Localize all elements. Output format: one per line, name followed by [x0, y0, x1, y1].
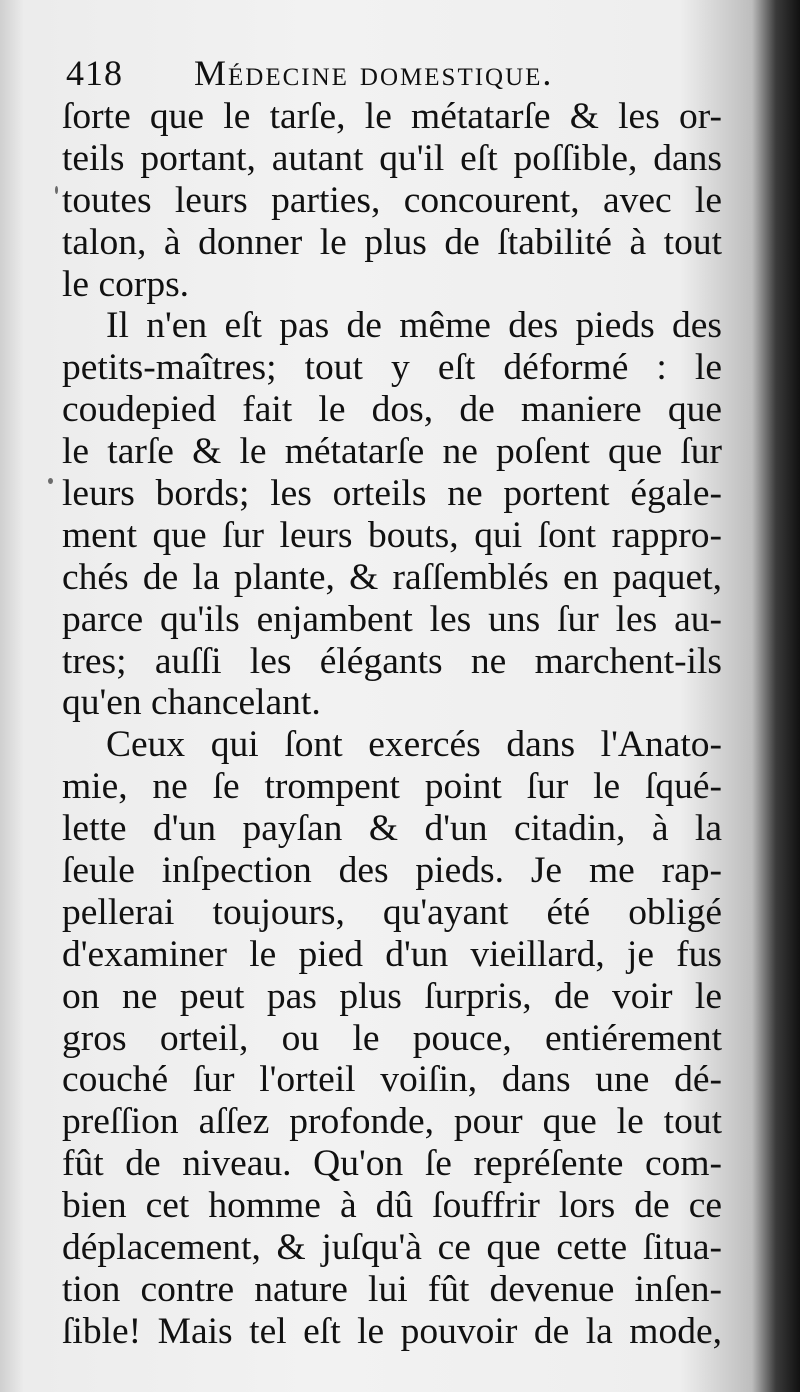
text-line: teils portant, autant qu'il eſt poſſible, dans: [62, 137, 722, 179]
paragraph: [62, 305, 722, 724]
page-header: [66, 44, 726, 100]
running-title: Médecine domestique.: [194, 53, 554, 93]
text-line: bien cet homme à dû ſouffrir lors de ce: [62, 1185, 722, 1227]
text-line: d'examiner le pied d'un vieillard, je fus: [62, 933, 722, 975]
text-line: Il n'en eſt pas de même des pieds des: [106, 305, 722, 347]
text-line: le tarſe & le métatarſe ne poſent que ſur: [62, 431, 722, 473]
text-line: on ne peut pas plus ſurpris, de voir le: [62, 975, 722, 1017]
text-line: toutes leurs parties, concourent, avec le: [62, 179, 722, 221]
text-line: tres; auſſi les élégants ne marchent-ils: [62, 640, 722, 682]
paragraph: [62, 96, 722, 305]
text-line: ſible! Mais tel eſt le pouvoir de la mode,: [62, 1310, 722, 1352]
text-line: le corps.: [62, 263, 190, 305]
text-line: talon, à donner le plus de ſtabilité à tout: [62, 221, 722, 263]
text-line: fût de niveau. Qu'on ſe repréſente com-: [62, 1143, 722, 1185]
text-line: pellerai toujours, qu'ayant été obligé: [62, 891, 722, 933]
text-line: ſorte que le tarſe, le métatarſe & les or-: [62, 96, 722, 137]
text-line: ment que ſur leurs bouts, qui ſont rappro-: [62, 514, 722, 556]
text-line: gros orteil, ou le pouce, entiérement: [62, 1017, 722, 1059]
text-line: couché ſur l'orteil voiſin, dans une dé-: [62, 1059, 722, 1101]
text-line: preſſion aſſez profonde, pour que le tout: [62, 1101, 722, 1143]
ink-speck: [55, 186, 58, 194]
paragraph: [62, 724, 722, 1352]
text-line: tion contre nature lui fût devenue inſen-: [62, 1268, 722, 1310]
ink-speck: [48, 478, 53, 484]
text-line: qu'en chancelant.: [62, 682, 321, 724]
text-line: Ceux qui ſont exercés dans l'Anato-: [106, 724, 722, 766]
text-line: mie, ne ſe trompent point ſur le ſqué-: [62, 766, 722, 808]
text-line: petits-maîtres; tout y eſt déformé : le: [62, 347, 722, 389]
text-line: lette d'un payſan & d'un citadin, à la: [62, 808, 722, 850]
body-text: [62, 96, 722, 1353]
text-line: ſeule inſpection des pieds. Je me rap-: [62, 850, 722, 892]
text-line: chés de la plante, & raſſemblés en paquet,: [62, 556, 722, 598]
text-line: parce qu'ils enjambent les uns ſur les au-: [62, 598, 722, 640]
text-line: leurs bords; les orteils ne portent égale-: [62, 473, 722, 515]
text-line: coudepied fait le dos, de maniere que: [62, 389, 722, 431]
page-number: 418: [66, 53, 123, 93]
text-line: déplacement, & juſqu'à ce que cette ſitua-: [62, 1227, 722, 1269]
